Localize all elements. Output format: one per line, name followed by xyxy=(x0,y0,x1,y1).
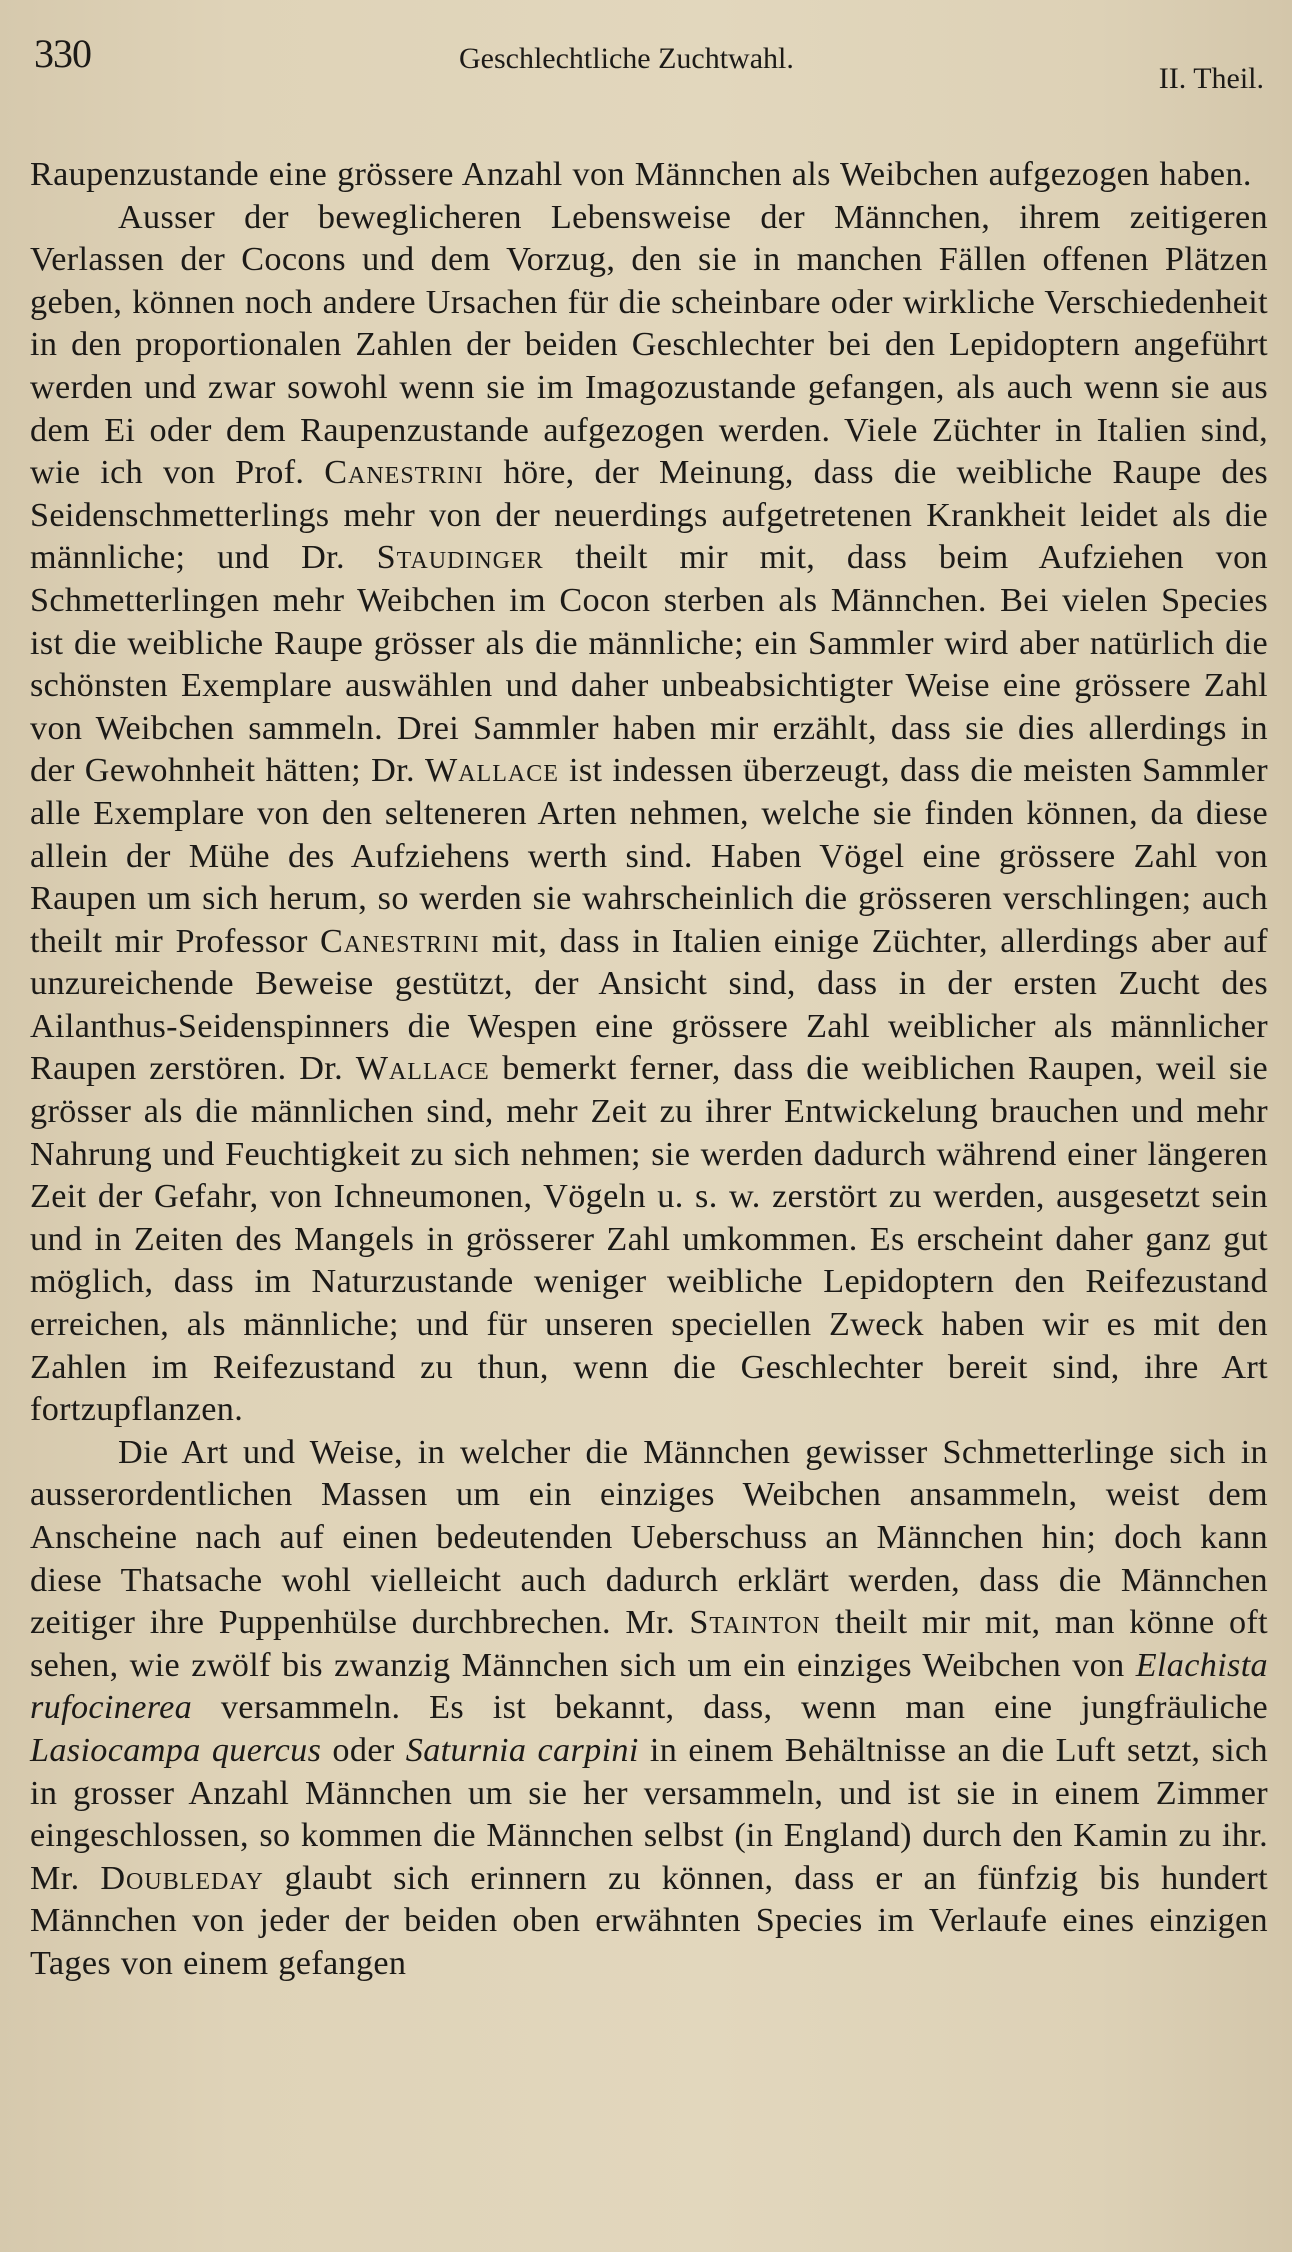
author-name: Stainton xyxy=(689,1604,821,1642)
text-segment: theilt mir mit, man könne oft sehen, wie zwölf bis zwanzig Männchen sich um ein einziges Weibchen von xyxy=(30,1604,1268,1684)
paragraph xyxy=(30,1432,1268,1986)
author-name: Wallace xyxy=(424,752,559,790)
author-name: Staudinger xyxy=(376,539,544,577)
species-name: Saturnia carpini xyxy=(405,1731,639,1769)
author-name: Canestrini xyxy=(324,454,484,492)
text-segment: Raupenzustande eine grössere Anzahl von Männchen als Weibchen aufgezogen haben. xyxy=(30,156,1252,193)
part-label: II. Theil. xyxy=(1158,62,1264,95)
text-segment: theilt mir mit, dass beim Aufziehen von Schmetterlingen mehr Weibchen im Cocon sterben als Männchen. Bei vielen Species ist die weibliche Raupe grösser als die männliche; ein Sammler wird aber natürlich die schönsten Exemplare auswählen und daher unbeabsichtigter Weise eine grössere Zahl von Weibchen sammeln. Drei Sammler haben mir erzählt, dass sie dies allerdings in der Gewohnheit hätten; Dr. xyxy=(30,539,1268,790)
text-segment: Die Art und Weise, in welcher die Männchen gewisser Schmetterlinge sich in ausserordentlichen Massen um ein einziges Weibchen ansammeln, weist dem Anscheine nach auf einen bedeutenden Ueberschuss an Männchen hin; doch kann diese Thatsache wohl vielleicht auch dadurch erklärt werden, dass die Männchen zeitiger ihre Puppenhülse durchbrechen. Mr. xyxy=(30,1433,1268,1642)
text-segment: mit, dass in Italien einige Züchter, allerdings aber auf unzureichende Beweise gestützt, der Ansicht sind, dass in der ersten Zucht des Ailanthus-Seidenspinners die Wespen eine grössere Zahl weiblicher als männlicher Raupen zerstören. Dr. xyxy=(30,922,1268,1088)
page-header xyxy=(30,30,1268,116)
running-title: Geschlechtliche Zuchtwahl. xyxy=(459,42,794,75)
text-segment: bemerkt ferner, dass die weiblichen Raupen, weil sie grösser als die männlichen sind, mehr Zeit zu ihrer Entwickelung brauchen und mehr Nahrung und Feuchtigkeit zu sich nehmen; sie werden dadurch während einer längeren Zeit der Gefahr, von Ichneumonen, Vögeln u. s. w. zerstört zu werden, ausgesetzt sein und in Zeiten des Mangels in grösserer Zahl umkommen. Es erscheint daher ganz gut möglich, dass im Naturzustande weniger weibliche Lepidoptern den Reifezustand erreichen, als männliche; und für unseren speciellen Zweck haben wir es mit den Zahlen im Reifezustand zu thun, wenn die Geschlechter bereit sind, ihre Art fortzupflanzen. xyxy=(30,1050,1269,1429)
text-segment: glaubt sich erinnern zu können, dass er an fünfzig bis hundert Männchen von jeder der beiden oben erwähnten Species im Verlaufe eines einzigen Tages von einem gefangen xyxy=(30,1859,1268,1982)
text-segment: versammeln. Es ist bekannt, dass, wenn man eine jungfräuliche xyxy=(192,1689,1268,1727)
text-segment: oder xyxy=(321,1731,406,1769)
author-name: Canestrini xyxy=(320,922,480,960)
paragraph xyxy=(30,197,1268,1432)
text-segment: ist indessen überzeugt, dass die meisten Sammler alle Exemplare von den selteneren Arten nehmen, welche sie finden können, da diese allein der Mühe des Aufziehens werth sind. Haben Vögel eine grössere Zahl von Raupen um sich herum, so werden sie wahrscheinlich die grösseren verschlingen; auch theilt mir Professor xyxy=(30,752,1269,960)
author-name: Doubleday xyxy=(100,1859,264,1897)
paragraph xyxy=(30,154,1268,197)
species-name: Elachista rufocinerea xyxy=(30,1646,1268,1727)
text-segment: in einem Behältnisse an die Luft setzt, sich in grosser Anzahl Männchen um sie her versammeln, und ist sie in einem Zimmer eingeschlossen, so kommen die Männchen selbst (in England) durch den Kamin zu ihr. Mr. xyxy=(30,1731,1268,1897)
author-name: Wallace xyxy=(355,1050,490,1088)
text-segment: höre, der Meinung, dass die weibliche Raupe des Seidenschmetterlings mehr von der neuerdings aufgetretenen Krankheit leidet als die männliche; und Dr. xyxy=(30,454,1268,577)
page-number: 330 xyxy=(34,31,91,76)
species-name: Lasiocampa quercus xyxy=(30,1731,322,1769)
text-segment: Ausser der beweglicheren Lebensweise der Männchen, ihrem zeitigeren Verlassen der Cocons und dem Vorzug, den sie in manchen Fällen offenen Plätzen geben, können noch andere Ursachen für die scheinbare oder wirkliche Verschiedenheit in den proportionalen Zahlen der beiden Geschlechter bei den Lepidoptern angeführt werden und zwar sowohl wenn sie im Imagozustande gefangen, als auch wenn sie aus dem Ei oder dem Raupenzustande aufgezogen werden. Viele Züchter in Italien sind, wie ich von Prof. xyxy=(30,198,1268,492)
body-text xyxy=(30,154,1268,1986)
